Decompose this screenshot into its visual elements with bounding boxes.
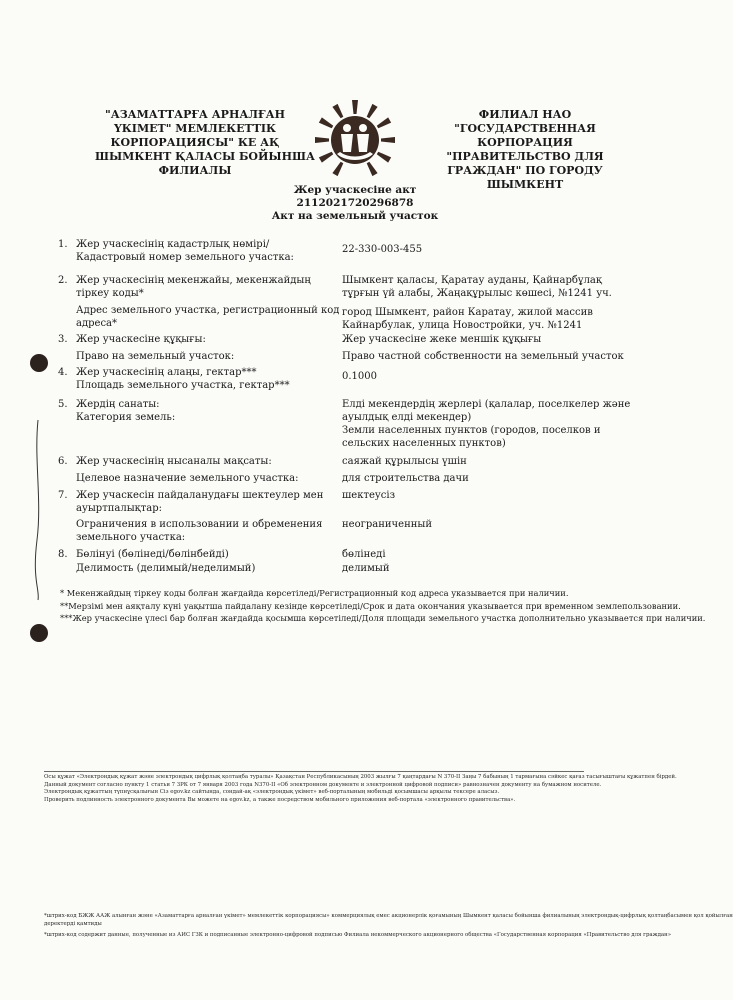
punch-hole-top — [30, 354, 48, 372]
purpose-label-ru: Целевое назначение земельного участка: — [76, 473, 299, 484]
header-left-line: ШЫМКЕНТ ҚАЛАСЫ БОЙЫНША — [95, 150, 315, 163]
item-number: 3. — [58, 334, 68, 345]
area-label-ru: Площадь земельного участка, гектар*** — [76, 380, 290, 391]
footnote: * Мекенжайдың тіркеу коды болған жағдайда көрсетіледі/Регистрационный код адреса указывается при наличии. — [60, 588, 569, 598]
item-number: 7. — [58, 490, 68, 501]
barcode-note-line: *штрих-код БЖЖ ААЖ алынған және «Азаматтарға арналған үкімет» мемлекеттік корпорациясы» коммерциялық емес акционерлік қоғамының Шымкент қаласы бойынша филиалының электрондық-цифрлық қолтаңбасымен қол қойылған — [44, 913, 733, 919]
cadastral-label-kz: Жер учаскесінің кадастрлық нөмірі/ — [76, 239, 270, 250]
item-number: 2. — [58, 275, 68, 286]
barcode-note — [44, 913, 733, 940]
header-left-line: КОРПОРАЦИЯСЫ" КЕ АҚ — [110, 136, 280, 149]
header-right-line: КОРПОРАЦИЯ — [477, 136, 573, 149]
restrictions-value-kz: шектеусіз — [342, 490, 396, 501]
purpose-value-ru: для строительства дачи — [342, 473, 469, 484]
cadastral-number-value: 22-330-003-455 — [342, 244, 423, 255]
right-value-kz: Жер учаскесіне жеке меншік құқығы — [342, 334, 542, 345]
disclaimer-line: Электрондық құжаттың түпнұсқалығын Сіз egov.kz сайтында, сондай-ақ «электрондық үкімет» веб-порталының мобильді қосымшасы арқылы тексере аласыз. — [44, 789, 500, 795]
document-title — [0, 184, 710, 223]
address-value-ru: город Шымкент, район Каратау, жилой массив Кайнарбулак, улица Новостройки, уч. №1241 — [342, 307, 593, 331]
header-right-line: "ГОСУДАРСТВЕННАЯ — [454, 122, 596, 135]
header-right-line: ГРАЖДАН" ПО ГОРОДУ — [447, 164, 603, 177]
title-ru: Акт на земельный участок — [271, 210, 439, 222]
document-number: 2112021720296878 — [296, 197, 414, 209]
header-left-line: "АЗАМАТТАРҒА АРНАЛҒАН — [105, 108, 285, 121]
item-number: 5. — [58, 399, 68, 410]
right-label-kz: Жер учаскесіне құқығы: — [76, 334, 206, 345]
address-label-ru: Адрес земельного участка, регистрационный код адреса* — [76, 305, 340, 329]
category-value-ru: Земли населенных пунктов (городов, поселков и сельских населенных пунктов) — [342, 425, 601, 449]
divisibility-label-kz: Бөлінуі (бөлінеді/бөлінбейді) — [76, 549, 229, 560]
item-number: 8. — [58, 549, 68, 560]
header-left-line: ҮКІМЕТ" МЕМЛЕКЕТТІК — [113, 122, 277, 135]
purpose-label-kz: Жер учаскесінің нысаналы мақсаты: — [76, 456, 272, 467]
item-number: 1. — [58, 239, 68, 250]
divisibility-value-ru: делимый — [342, 563, 390, 574]
restrictions-label-ru: Ограничения в использовании и обременения земельного участка: — [76, 519, 323, 543]
category-label-ru: Категория земель: — [76, 412, 176, 423]
header-right-line: ШЫМКЕНТ — [486, 178, 564, 191]
address-label-kz: Жер учаскесінің мекенжайы, мекенжайдың тіркеу коды* — [76, 275, 311, 299]
divisibility-label-ru: Делимость (делимый/неделимый) — [76, 563, 256, 574]
margin-scribble — [32, 420, 44, 600]
header-right-org — [420, 108, 630, 192]
e-document-disclaimer — [44, 774, 677, 804]
area-label-kz: Жер учаскесінің алаңы, гектар*** — [76, 367, 257, 378]
header-left-org — [95, 108, 315, 178]
restrictions-value-ru: неограниченный — [342, 519, 433, 530]
barcode-note-line: *штрих-код содержит данные, полученные из АИС ГЗК и подписанные электронно-цифровой подписью Филиала некоммерческого акционерного общества «Государственная корпорация «Правительство для граждан» — [44, 932, 672, 938]
purpose-value-kz: саяжай құрылысы үшін — [342, 456, 467, 467]
item-number: 4. — [58, 367, 68, 378]
header-right-line: "ПРАВИТЕЛЬСТВО ДЛЯ — [446, 150, 604, 163]
category-label-kz: Жердің санаты: — [76, 399, 160, 410]
government-sun-logo-icon — [310, 96, 400, 186]
right-label-ru: Право на земельный участок: — [76, 351, 235, 362]
category-value-kz: Елді мекендердің жерлері (қалалар, поселкелер және ауылдық елді мекендер) — [342, 399, 631, 423]
restrictions-label-kz: Жер учаскесін пайдаланудағы шектеулер мен ауыртпалықтар: — [76, 490, 324, 514]
footnote: **Мерзімі мен аяқталу күні уақытша пайдалану кезінде көрсетіледі/Срок и дата окончания указывается при временном землепользовании. — [60, 600, 681, 611]
address-value-kz: Шымкент қаласы, Қаратау ауданы, Қайнарбұлақ тұрғын үй алабы, Жаңақұрылыс көшесі, №1241 уч. — [342, 275, 612, 299]
right-value-ru: Право частной собственности на земельный участок — [342, 351, 624, 362]
title-kz: Жер учаскесіне акт — [293, 184, 417, 196]
disclaimer-line: Осы құжат «Электрондық құжат және электрондық цифрлық қолтаңба туралы» Қазақстан Республикасының 2003 жылғы 7 қаңтардағы N 370-II Заңы 7 бабының 1 тармағына сәйкес қағаз тасығыштағы құжатпен бірдей. — [44, 774, 677, 780]
divider — [44, 771, 584, 772]
footnote: ***Жер учаскесіне үлесі бар болған жағдайда қосымша көрсетіледі/Доля площади земельного участка дополнительно указывается при наличии. — [60, 613, 706, 623]
footnotes — [60, 587, 706, 625]
cadastral-label-ru: Кадастровый номер земельного участка: — [76, 252, 294, 263]
header-right-line: ФИЛИАЛ НАО — [478, 108, 572, 121]
punch-hole-bottom — [30, 624, 48, 642]
item-number: 6. — [58, 456, 68, 467]
header-left-line: ФИЛИАЛЫ — [158, 164, 232, 177]
divisibility-value-kz: бөлінеді — [342, 549, 386, 560]
disclaimer-line: Данный документ согласно пункту 1 статьи 7 ЗРК от 7 января 2003 года N370-II «Об электронном документе и электронной цифровой подписи» равнозначен документу на бумажном носителе. — [44, 781, 602, 788]
barcode-note-line: деректерді қамтиды — [44, 920, 102, 927]
disclaimer-line: Проверить подлинность электронного документа Вы можете на egov.kz, а также посредством мобильного приложения веб-портала «электронного правительства». — [44, 796, 516, 803]
area-value: 0.1000 — [342, 371, 377, 382]
